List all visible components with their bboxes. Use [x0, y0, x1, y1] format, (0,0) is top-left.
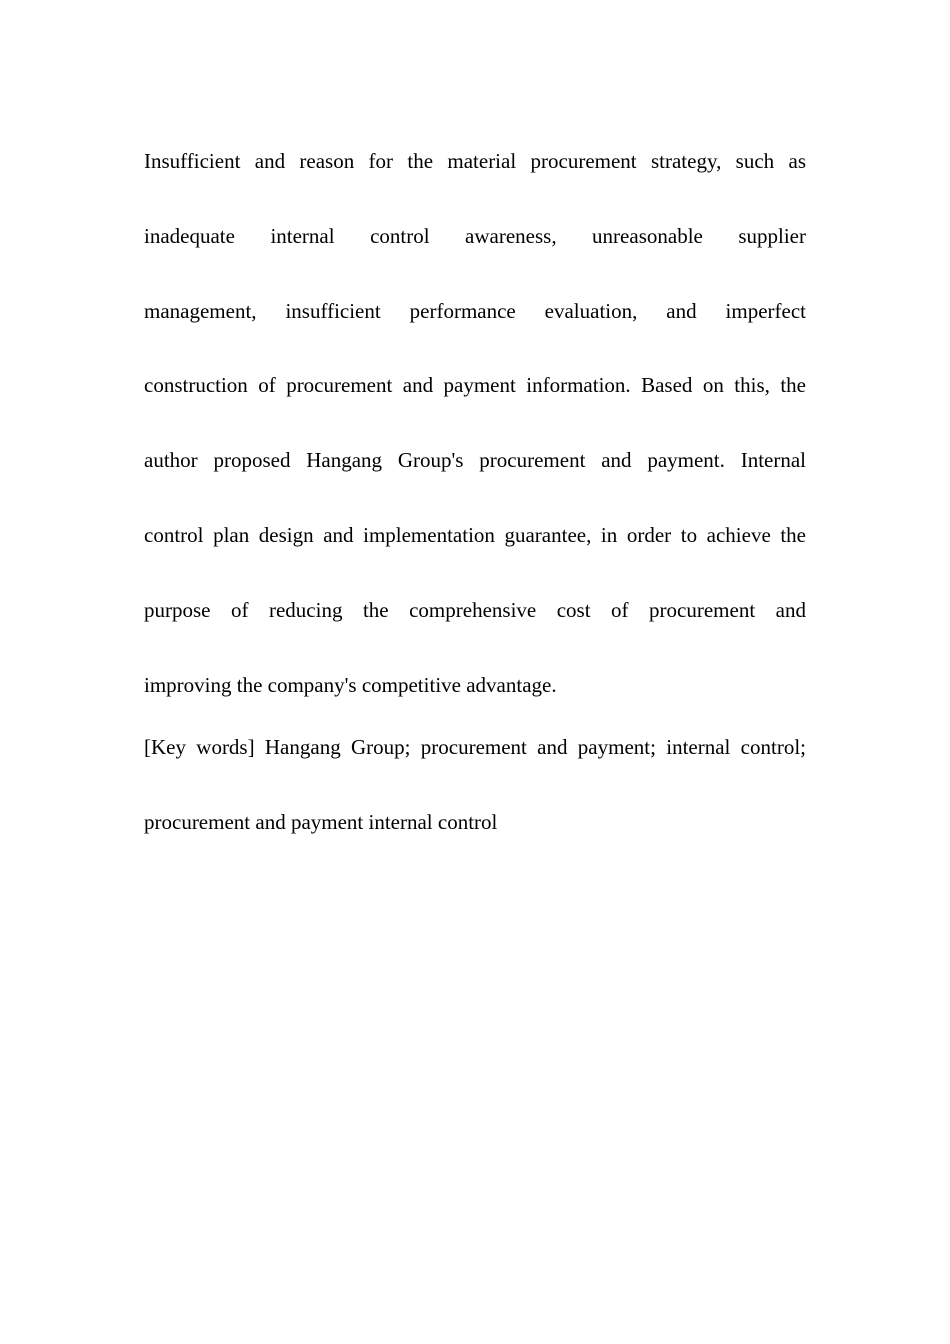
abstract-line: Insufficient and reason for the material procurement strategy, such as [144, 149, 806, 173]
keywords-line: procurement and payment internal control [144, 809, 498, 834]
keywords-line: [Key words] Hangang Group; procurement and payment; internal control; [144, 735, 806, 759]
abstract-paragraph [144, 124, 806, 722]
abstract-line: management, insufficient performance evaluation, and imperfect [144, 298, 806, 323]
abstract-line: inadequate internal control awareness, unreasonable supplier [144, 223, 806, 248]
abstract-line: author proposed Hangang Group's procurement and payment. Internal [144, 448, 806, 473]
abstract-line: construction of procurement and payment information. Based on this, the [144, 373, 806, 398]
abstract-line: improving the company's competitive advantage. [144, 672, 557, 697]
abstract-line: control plan design and implementation guarantee, in order to achieve the [144, 522, 806, 547]
keywords-paragraph [144, 710, 806, 860]
abstract-line: purpose of reducing the comprehensive cost of procurement and [144, 597, 806, 622]
